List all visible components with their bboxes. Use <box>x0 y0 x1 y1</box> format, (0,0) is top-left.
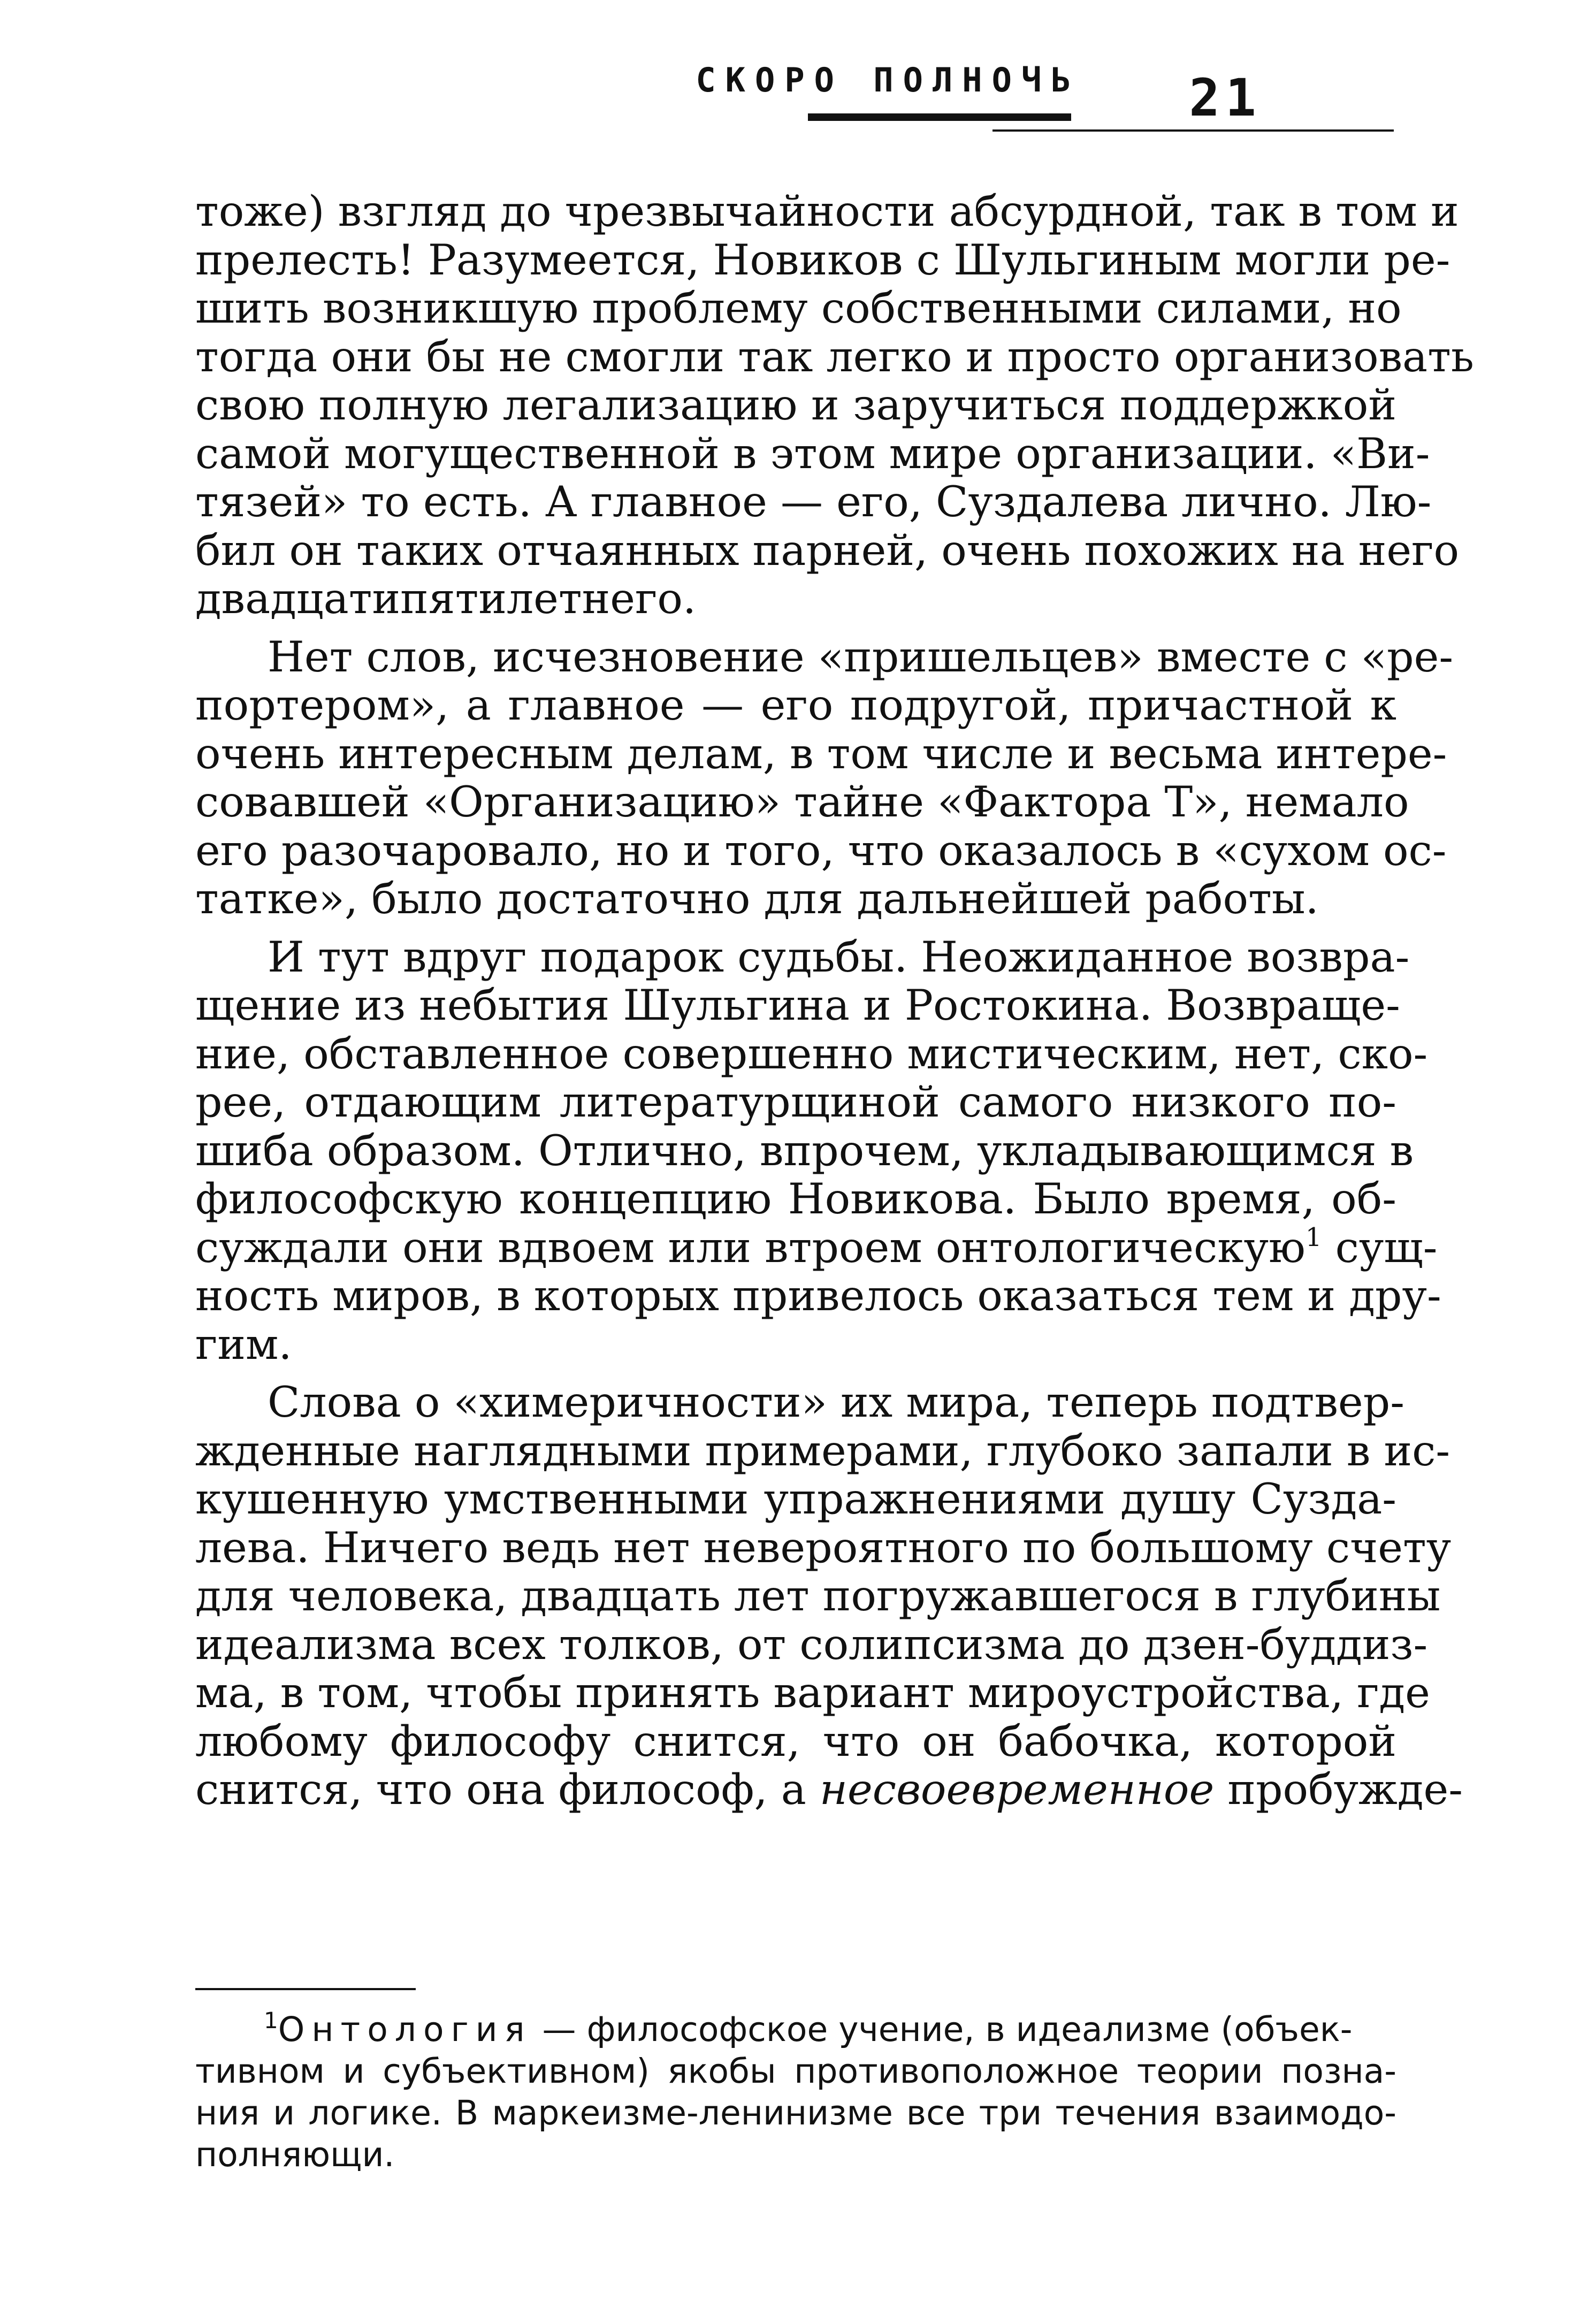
text-line: жденные наглядными примерами, глубоко запали в ис- <box>195 1426 1450 1476</box>
footnote-text: — философское учение, в идеализме (объек- <box>531 2010 1353 2049</box>
text-run: сущ- <box>1335 1222 1438 1272</box>
text-line: ность миров, в которых привелось оказаться тем и дру- <box>195 1271 1441 1320</box>
text-line: гим. <box>195 1319 292 1369</box>
text-line: кушенную умственными упражнениями душу Сузда- <box>195 1474 1396 1524</box>
text-line: самой могущественной в этом мире организации. «Ви- <box>195 429 1430 478</box>
body-text <box>195 187 1474 1814</box>
text-run: снится, что она философ, а <box>195 1765 820 1814</box>
text-line: любому философу снится, что он бабочка, которой <box>195 1716 1396 1766</box>
italic-emphasis: несвоевременное <box>819 1765 1215 1814</box>
text-run: суждали они вдвоем или втроем онтологическую <box>195 1222 1305 1272</box>
text-line: татке», было достаточно для дальнейшей работы. <box>195 874 1319 923</box>
page-number: 21 <box>1189 68 1262 128</box>
footnote-mark: 1 <box>264 2007 278 2034</box>
text-line: ние, обставленное совершенно мистическим, нет, ско- <box>195 1029 1428 1079</box>
text-line: очень интересным делам, в том числе и весьма интере- <box>195 729 1447 778</box>
text-line: Нет слов, исчезновение «пришельцев» вместе с «ре- <box>268 632 1454 682</box>
text-line: портером», а главное — его подругой, причастной к <box>195 681 1396 730</box>
text-line: двадцатипятилетнего. <box>195 574 697 623</box>
text-line: идеализма всех толков, от солипсизма до дзен-буддиз- <box>195 1619 1428 1669</box>
header-rule-thin <box>992 129 1394 132</box>
text-line: тязей» то есть. А главное — его, Суздалева лично. Лю- <box>195 477 1432 526</box>
footnote-line: тивном и субъективном) якобы противоположное теории позна- <box>195 2052 1396 2091</box>
text-line: тоже) взгляд до чрезвычайности абсурдной, так в том и <box>195 187 1459 236</box>
text-line: щение из небытия Шульгина и Ростокина. Возвраще- <box>195 981 1400 1030</box>
text-line: прелесть! Разумеется, Новиков с Шульгиным могли ре- <box>195 235 1450 285</box>
text-line: философскую концепцию Новикова. Было время, об- <box>195 1174 1396 1224</box>
text-line: тогда они бы не смогли так легко и просто организовать <box>195 332 1474 381</box>
text-line: лева. Ничего ведь нет невероятного по большому счету <box>195 1523 1452 1572</box>
text-line: свою полную легализацию и заручиться поддержкой <box>195 380 1396 430</box>
text-line: Слова о «химеричности» их мира, теперь подтвер- <box>268 1378 1404 1427</box>
footnote-term: Онтология <box>278 2010 532 2049</box>
text-line: его разочаровало, но и того, что оказалось в «сухом ос- <box>195 825 1447 875</box>
text-line: совавшей «Организацию» тайне «Фактора Т», немало <box>195 777 1409 827</box>
footnote-separator <box>195 1988 416 1990</box>
text-line: И тут вдруг подарок судьбы. Неожиданное возвра- <box>268 932 1410 982</box>
text-line: для человека, двадцать лет погружавшегося в глубины <box>195 1571 1441 1620</box>
footnote-line <box>195 2009 1396 2051</box>
text-line: бил он таких отчаянных парней, очень похожих на него <box>195 525 1460 575</box>
running-title: СКОРО ПОЛНОЧЬ <box>696 60 1081 100</box>
header-rule-thick <box>808 113 1071 121</box>
footnote-reference[interactable]: 1 <box>1305 1222 1322 1252</box>
text-line: рее, отдающим литературщиной самого низкого по- <box>195 1077 1396 1127</box>
text-line: шиба образом. Отлично, впрочем, укладывающимся в <box>195 1126 1414 1175</box>
footnote-line: полняющи. <box>195 2135 395 2174</box>
footnote <box>195 2009 1396 2176</box>
text-line: ма, в том, чтобы принять вариант мироустройства, где <box>195 1668 1430 1717</box>
text-line-with-footnote <box>195 1222 1438 1272</box>
text-line-with-italic <box>195 1765 1463 1814</box>
text-line: шить возникшую проблему собственными силами, но <box>195 284 1402 333</box>
text-run: пробужде- <box>1214 1765 1463 1814</box>
footnote-line: ния и логике. В маркеизме-ленинизме все три течения взаимодо- <box>195 2093 1396 2132</box>
